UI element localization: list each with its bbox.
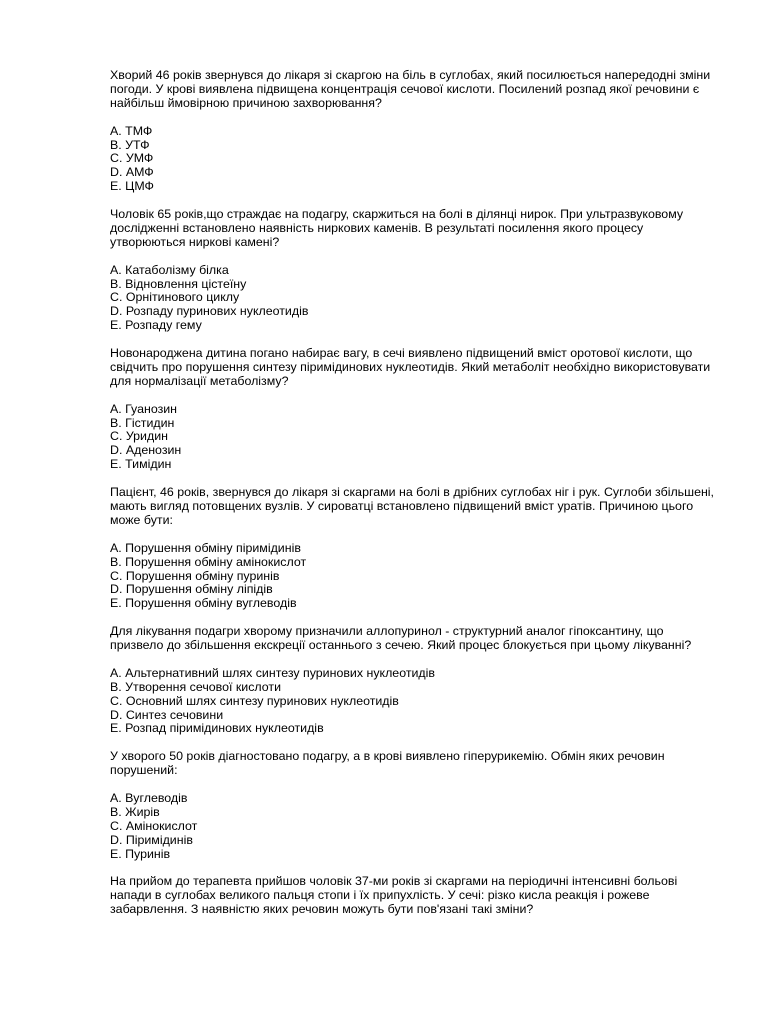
option-c: C. УМФ <box>110 151 154 166</box>
option-d: D. АМФ <box>110 165 154 180</box>
option-d: D. Розпаду пуринових нуклеотидів <box>110 304 309 319</box>
option-a: A. Катаболізму білка <box>110 262 229 277</box>
options-list <box>110 542 720 612</box>
option-e: E. Розпад піримідинових нуклеотидів <box>110 721 324 736</box>
option-b: B. Порушення обміну амінокислот <box>110 554 307 569</box>
question-2 <box>110 208 720 333</box>
option-d: D. Порушення обміну ліпідів <box>110 582 273 597</box>
question-3 <box>110 347 720 472</box>
question-7 <box>110 875 720 917</box>
question-text: Хворий 46 років звернувся до лікаря зі скаргою на біль в суглобах, який посилюється напередодні зміни погоди. У крові виявлена підвищена концентрація сечової кислоти. Посилений розпад якої речовини є найбільш ймовірною причиною захворювання? <box>110 68 711 110</box>
option-e: E. ЦМФ <box>110 179 154 194</box>
option-a: A. Альтернативний шлях синтезу пуринових нуклеотидів <box>110 665 435 680</box>
option-b: B. Жирів <box>110 804 160 819</box>
option-b: B. Відновлення цістеїну <box>110 276 247 291</box>
question-text: У хворого 50 років діагностовано подагру, а в крові виявлено гіперурикемію. Обмін яких речовин порушений: <box>110 749 665 778</box>
options-list <box>110 264 720 334</box>
question-6 <box>110 750 720 861</box>
document-page <box>110 69 720 931</box>
option-e: E. Порушення обміну вуглеводів <box>110 596 297 611</box>
question-text: Пацієнт, 46 років, звернувся до лікаря зі скаргами на болі в дрібних суглобах ніг і рук. Суглоби збільшені, мають вигляд потовщених вузлів. У сироватці встановлено підвищений вміст уратів. Причиною цього може бути: <box>110 485 714 527</box>
options-list <box>110 403 720 473</box>
question-text: Чоловік 65 років,що страждає на подагру, скаржиться на болі в ділянці нирок. При ультразвуковому дослідженні встановлено наявність ниркових каменів. В результаті посилення якого процесу утворюються ниркові камені? <box>110 207 684 249</box>
question-4 <box>110 486 720 611</box>
option-e: E. Пуринів <box>110 846 171 861</box>
option-b: B. Гістидин <box>110 415 175 430</box>
question-1 <box>110 69 720 194</box>
option-b: B. Утворення сечової кислоти <box>110 679 282 694</box>
options-list <box>110 667 720 737</box>
option-a: A. Порушення обміну піримідинів <box>110 540 301 555</box>
option-d: D. Синтез сечовини <box>110 707 224 722</box>
options-list <box>110 125 720 195</box>
question-text: Новонароджена дитина погано набирає вагу, в сечі виявлено підвищений вміст оротової кислоти, що свідчить про порушення синтезу піримідинових нуклеотидів. Який метаболіт необхідно використовувати для нормалізації метаболізму? <box>110 346 711 388</box>
option-e: E. Тимідин <box>110 457 172 472</box>
option-d: D. Аденозин <box>110 443 182 458</box>
question-5 <box>110 625 720 736</box>
option-c: C. Основний шлях синтезу пуринових нуклеотидів <box>110 693 399 708</box>
question-text: Для лікування подагри хворому призначили аллопуринол - структурний аналог гіпоксантину, що призвело до збільшення екскреції останнього з сечею. Який процес блокується при цьому лікуванні? <box>110 624 692 653</box>
option-a: A. ТМФ <box>110 123 153 138</box>
option-c: C. Амінокислот <box>110 818 198 833</box>
option-e: E. Розпаду гему <box>110 318 202 333</box>
options-list <box>110 792 720 862</box>
option-b: B. УТФ <box>110 137 150 152</box>
option-c: C. Уридин <box>110 429 168 444</box>
option-c: C. Орнітинового циклу <box>110 290 240 305</box>
question-text: На прийом до терапевта прийшов чоловік 37-ми років зі скаргами на періодичні інтенсивні больові напади в суглобах великого пальця стопи і їх припухлість. У сечі: різко кисла реакція і рожеве забарвлення. З наявністю яких речовин можуть бути пов'язані такі зміни? <box>110 874 678 917</box>
option-a: A. Гуанозин <box>110 401 178 416</box>
option-a: A. Вуглеводів <box>110 790 188 805</box>
option-d: D. Піримідинів <box>110 832 193 847</box>
option-c: C. Порушення обміну пуринів <box>110 568 280 583</box>
